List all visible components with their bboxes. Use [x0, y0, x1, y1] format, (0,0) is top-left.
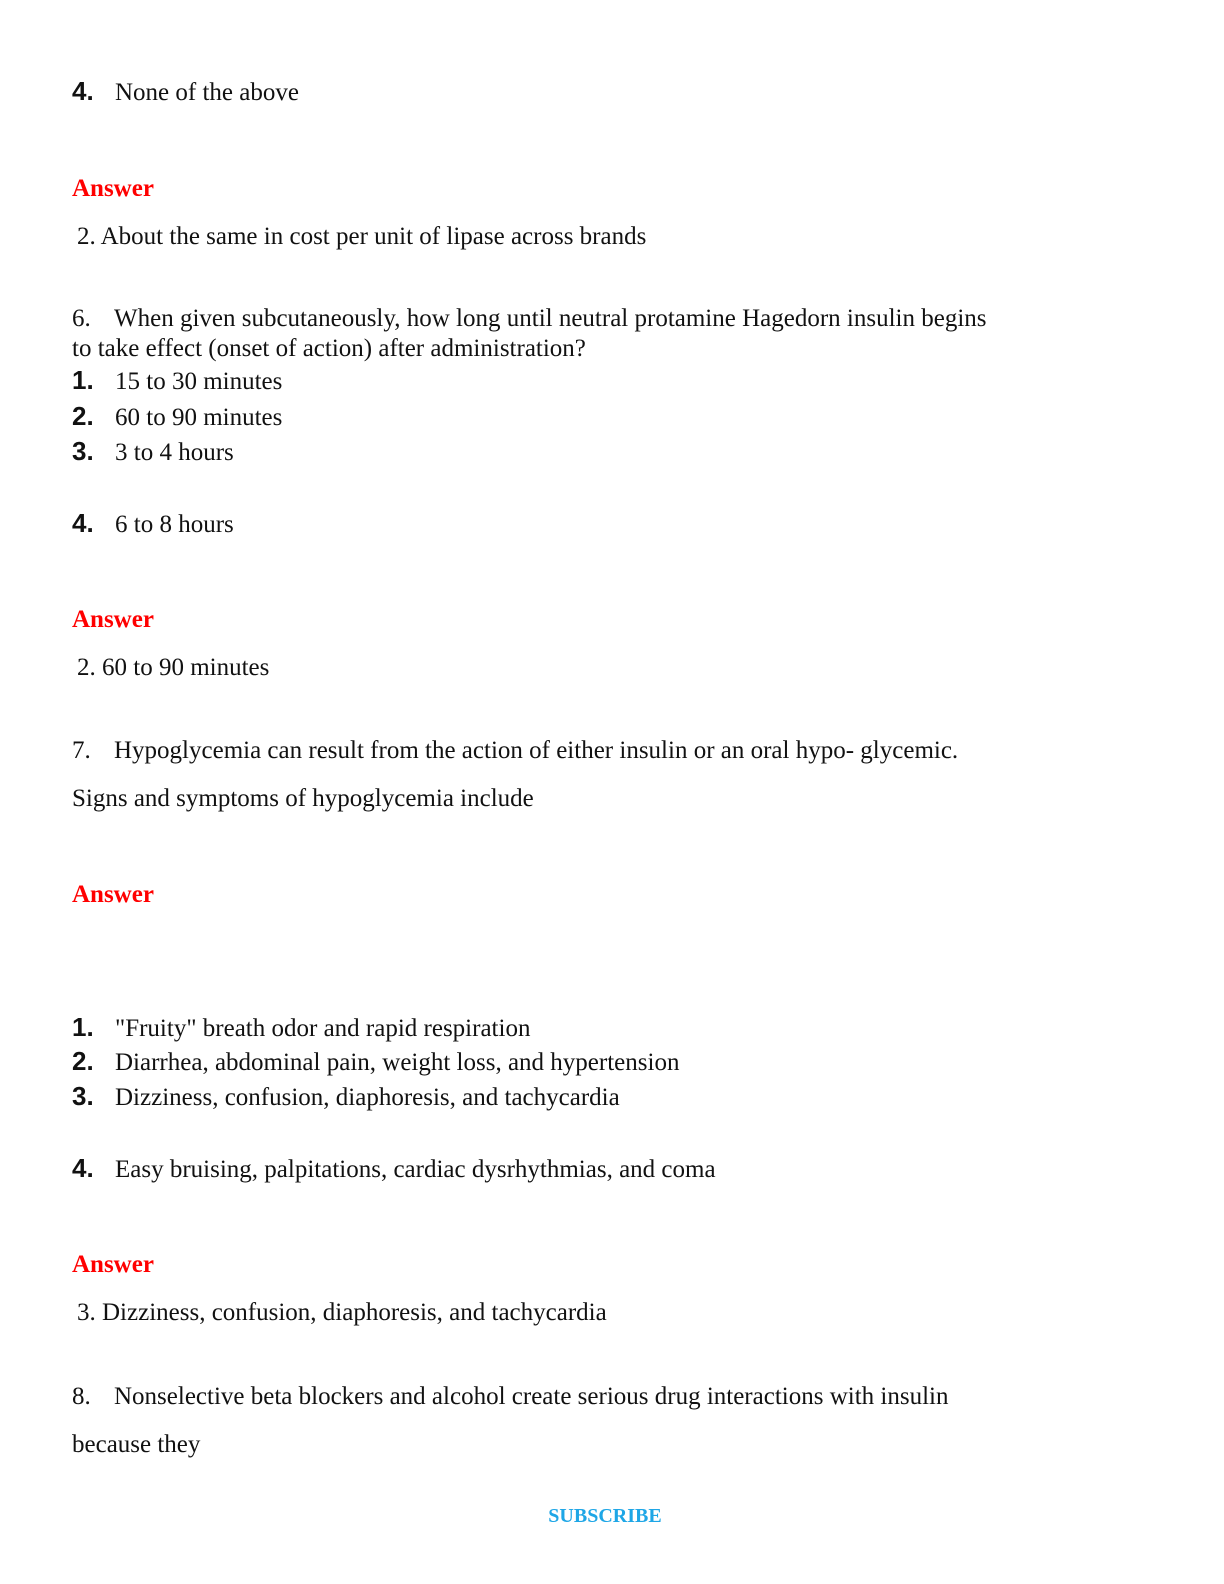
- option-text: "Fruity" breath odor and rapid respiration: [115, 1015, 531, 1042]
- option-text: 3 to 4 hours: [115, 439, 234, 466]
- option-number: 4.: [72, 1153, 94, 1183]
- subscribe-link[interactable]: SUBSCRIBE: [548, 1505, 662, 1527]
- option-number: 4.: [72, 508, 94, 538]
- question-text-continued: to take effect (onset of action) after administration?: [72, 335, 586, 362]
- question-text: Nonselective beta blockers and alcohol create serious drug interactions with insulin: [114, 1383, 949, 1410]
- question-number: 8.: [72, 1383, 91, 1410]
- option-text: 60 to 90 minutes: [115, 404, 283, 431]
- answer-text: 2. 60 to 90 minutes: [77, 654, 270, 681]
- option-number: 4.: [72, 76, 94, 106]
- answer-heading: Answer: [72, 1251, 154, 1278]
- option-text: Dizziness, confusion, diaphoresis, and tachycardia: [115, 1084, 620, 1111]
- option-number: 2.: [72, 1046, 94, 1076]
- question-number: 6.: [72, 305, 91, 332]
- option-text: Easy bruising, palpitations, cardiac dysrhythmias, and coma: [115, 1156, 716, 1183]
- option-number: 2.: [72, 401, 94, 431]
- option-number: 3.: [72, 436, 94, 466]
- option-text: 15 to 30 minutes: [115, 368, 283, 395]
- answer-heading: Answer: [72, 881, 154, 908]
- answer-text: 3. Dizziness, confusion, diaphoresis, and tachycardia: [77, 1299, 607, 1326]
- option-text: 6 to 8 hours: [115, 511, 234, 538]
- option-number: 1.: [72, 365, 94, 395]
- answer-heading: Answer: [72, 606, 154, 633]
- question-text: Hypoglycemia can result from the action of either insulin or an oral hypo- glycemic.: [114, 737, 959, 764]
- answer-text: 2. About the same in cost per unit of lipase across brands: [77, 223, 647, 250]
- question-text-continued: because they: [72, 1431, 201, 1458]
- answer-heading: Answer: [72, 175, 154, 202]
- option-text: None of the above: [115, 79, 299, 106]
- option-text: Diarrhea, abdominal pain, weight loss, and hypertension: [115, 1049, 680, 1076]
- option-number: 1.: [72, 1012, 94, 1042]
- option-number: 3.: [72, 1081, 94, 1111]
- question-number: 7.: [72, 737, 91, 764]
- question-text: When given subcutaneously, how long until neutral protamine Hagedorn insulin begins: [114, 305, 987, 332]
- question-text-continued: Signs and symptoms of hypoglycemia include: [72, 785, 534, 812]
